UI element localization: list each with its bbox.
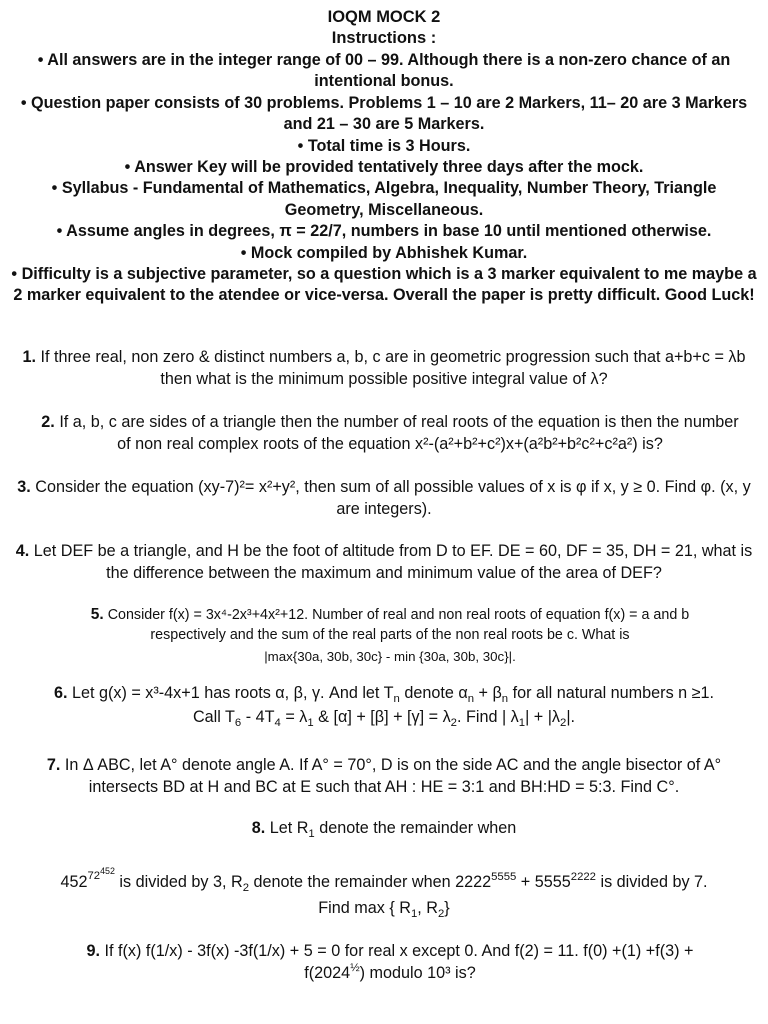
- question-text: }: [444, 899, 450, 917]
- question-text: If f(x) f(1/x) - 3f(x) -3f(1/x) + 5 = 0 for real x except 0. And f(2) = 11. f(0) +(1) +f(3) +: [104, 942, 694, 960]
- question-2: [40, 412, 740, 455]
- power-exponent: 72: [87, 869, 101, 882]
- instruction-item: • Mock compiled by Abhishek Kumar.: [240, 243, 528, 262]
- question-8-line-2: [0, 865, 768, 896]
- superscript: 2222: [570, 871, 596, 884]
- question-9: [40, 941, 740, 984]
- question-text: |.: [566, 707, 576, 726]
- question-text: = λ: [280, 707, 308, 726]
- question-text: Let g(x) = x³-4x+1 has roots α, β, γ. And let T: [71, 684, 394, 702]
- question-1: [6, 347, 762, 390]
- question-number: 4.: [15, 542, 30, 560]
- question-text: f(2024: [304, 963, 351, 982]
- instruction-item: • Syllabus - Fundamental of Mathematics, Algebra, Inequality, Number Theory, Triangle Geometry, Miscellaneous.: [51, 179, 717, 219]
- question-5-tail: |max{30a, 30b, 30c} - min {30a, 30b, 30c}|.: [264, 649, 516, 664]
- question-text: Consider f(x) = 3x⁴-2x³+4x²+12. Number of real and non real roots of equation f(x) = a and b respectively and the sum of the real parts of the non real roots be c. What is: [107, 607, 690, 643]
- instructions-list: [10, 50, 758, 307]
- subscript: n: [501, 692, 509, 705]
- question-text: for all natural numbers n ≥1.: [508, 684, 715, 702]
- instruction-item: • Assume angles in degrees, π = 22/7, numbers in base 10 until mentioned otherwise.: [56, 222, 712, 241]
- subscript: n: [393, 692, 400, 705]
- power-base: 452: [60, 873, 88, 891]
- subscript: 1: [308, 827, 315, 840]
- subscript: n: [467, 692, 475, 705]
- subscript: 6: [234, 716, 242, 729]
- question-number: 2.: [41, 413, 55, 431]
- question-9-line-2: [40, 963, 740, 985]
- question-text: | + |λ: [525, 707, 561, 726]
- instruction-item: • Question paper consists of 30 problems. Problems 1 – 10 are 2 Markers, 11– 20 are 3 Markers and 21 – 30 are 5 Markers.: [20, 93, 748, 134]
- superscript: ½: [350, 961, 360, 974]
- subscript: 1: [518, 716, 526, 729]
- question-4: [6, 541, 762, 584]
- question-8-line-3: [6, 898, 762, 920]
- question-text: denote α: [399, 684, 468, 702]
- question-text: Let R: [269, 819, 309, 837]
- subscript: 1: [410, 907, 418, 920]
- instruction-item: • Total time is 3 Hours.: [297, 136, 471, 155]
- question-text: + β: [474, 684, 502, 702]
- question-number: 9.: [86, 942, 101, 960]
- question-text: If a, b, c are sides of a triangle then the number of real roots of the equation is then the number of non real complex roots of the equation x²-(a²+b²+c²)x+(a²b²+b²c²+c²a²) is?: [59, 413, 739, 453]
- question-text: - 4T: [241, 707, 275, 726]
- question-text: denote the remainder when 2222: [249, 873, 492, 891]
- question-text: + 5555: [516, 873, 571, 891]
- question-text: & [α] + [β] + [γ] = λ: [313, 707, 451, 726]
- instruction-item: • Difficulty is a subjective parameter, so a question which is a 3 marker equivalent to me maybe a 2 marker equivalent to the atendee or vice-versa. Overall the paper is pretty difficult. Good Luck!: [11, 265, 757, 305]
- superscript: 5555: [491, 871, 517, 884]
- question-number: 5.: [90, 606, 104, 623]
- question-5: [60, 605, 720, 645]
- question-text: denote the remainder when: [314, 819, 517, 837]
- question-text: Find max { R: [318, 899, 411, 917]
- page-title: IOQM MOCK 2: [327, 8, 441, 26]
- subscript: 2: [450, 716, 457, 729]
- subscript: 2: [242, 881, 250, 894]
- question-number: 8.: [251, 819, 266, 837]
- subscript: 2: [560, 716, 567, 729]
- question-3: [6, 477, 762, 520]
- question-text: Call T: [192, 707, 235, 726]
- question-text: is divided by 3, R: [114, 873, 243, 891]
- power-exponent-2: 452: [100, 865, 115, 876]
- question-6-line-1: [6, 683, 762, 705]
- question-text: Consider the equation (xy-7)²= x²+y², then sum of all possible values of x is φ if x, y ≥ 0. Find φ. (x, y are integers).: [35, 478, 751, 518]
- question-9-line-1: [40, 941, 740, 963]
- subscript: 4: [274, 716, 281, 729]
- question-6: [6, 683, 762, 728]
- question-7: [20, 755, 748, 798]
- question-6-line-2: [6, 707, 762, 729]
- question-text: , R: [417, 899, 438, 917]
- question-8-line-1: [6, 818, 762, 840]
- question-text: Let DEF be a triangle, and H be the foot of altitude from D to EF. DE = 60, DF = 35, DH = 21, what is the difference between the maximum and minimum value of the area of DEF?: [33, 542, 753, 582]
- question-number: 3.: [17, 478, 31, 496]
- question-text: If three real, non zero & distinct numbers a, b, c are in geometric progression such that a+b+c = λb then what is the minimum possible positive integral value of λ?: [40, 348, 746, 388]
- question-text: ) modulo 10³ is?: [359, 963, 476, 982]
- subscript: 2: [437, 907, 445, 920]
- question-text: is divided by 7.: [595, 873, 708, 891]
- instruction-item: • Answer Key will be provided tentatively three days after the mock.: [124, 158, 644, 177]
- instructions-heading: Instructions :: [331, 29, 437, 47]
- subscript: 1: [307, 716, 314, 729]
- question-number: 6.: [53, 684, 68, 702]
- question-number: 7.: [46, 756, 61, 774]
- question-number: 1.: [22, 348, 37, 366]
- question-text: In Δ ABC, let A° denote angle A. If A° = 70°, D is on the side AC and the angle bisector of A° intersects BD at H and BC at E such that AH : HE = 3:1 and BH:HD = 5:3. Find C°.: [64, 756, 722, 796]
- question-text: . Find | λ: [456, 707, 519, 726]
- instruction-item: • All answers are in the integer range of 00 – 99. Although there is a non-zero chance of an intentional bonus.: [37, 51, 731, 91]
